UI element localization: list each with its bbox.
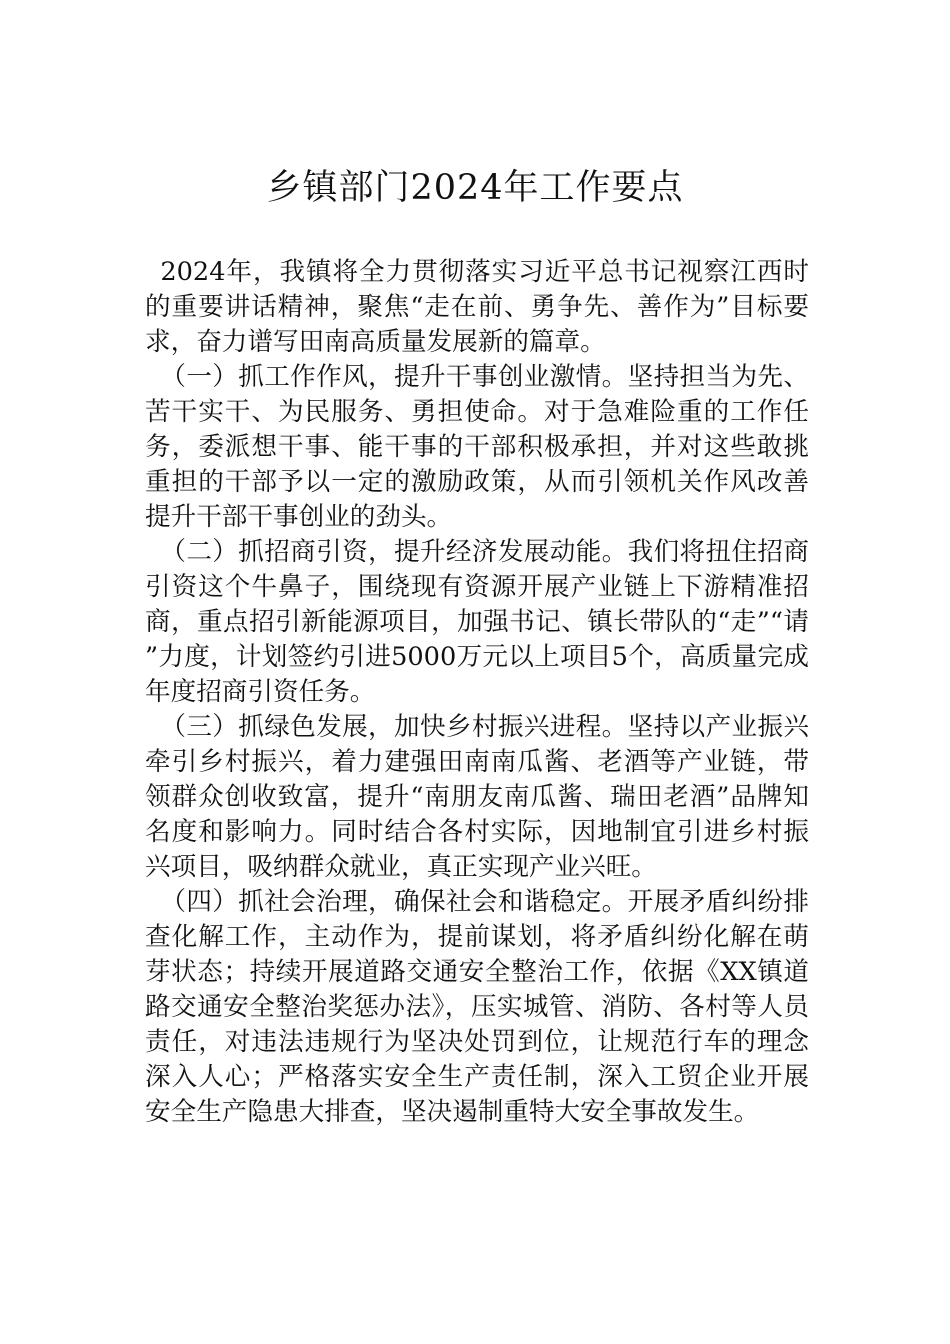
document-title: 乡镇部门2024年工作要点 — [266, 168, 684, 208]
section-4-paragraph: （四）抓社会治理，确保社会和谐稳定。开展矛盾纠纷排查化解工作，主动作为，提前谋划，将矛盾纠纷化解在萌芽状态；持续开展道路交通安全整治工作，依据《XX镇道路交通安全整治奖惩办法》，压实城管、消防、各村等人员责任，对违法违规行为坚决处罚到位，让规范行车的理念深入人心；严格落实安全生产责任制，深入工贸企业开展安全生产隐患大排查，坚决遏制重特大安全事故发生。 — [145, 887, 809, 1127]
section-1-paragraph: （一）抓工作作风，提升干事创业激情。坚持担当为先、苦干实干、为民服务、勇担使命。对于急难险重的工作任务，委派想干事、能干事的干部积极承担，并对这些敢挑重担的干部予以一定的激励政策，从而引领机关作风改善提升干部干事创业的劲头。 — [145, 362, 809, 532]
intro-paragraph: 2024年，我镇将全力贯彻落实习近平总书记视察江西时的重要讲话精神，聚焦“走在前、勇争先、善作为”目标要求，奋力谱写田南高质量发展新的篇章。 — [145, 257, 809, 357]
section-2-paragraph: （二）抓招商引资，提升经济发展动能。我们将扭住招商引资这个牛鼻子，围绕现有资源开展产业链上下游精准招商，重点招引新能源项目，加强书记、镇长带队的“走”“请”力度，计划签约引进5000万元以上项目5个，高质量完成年度招商引资任务。 — [145, 537, 809, 707]
document-body — [145, 255, 809, 1130]
section-3-paragraph: （三）抓绿色发展，加快乡村振兴进程。坚持以产业振兴牵引乡村振兴，着力建强田南南瓜酱、老酒等产业链，带领群众创收致富，提升“南朋友南瓜酱、瑞田老酒”品牌知名度和影响力。同时结合各村实际，因地制宜引进乡村振兴项目，吸纳群众就业，真正实现产业兴旺。 — [145, 712, 809, 882]
